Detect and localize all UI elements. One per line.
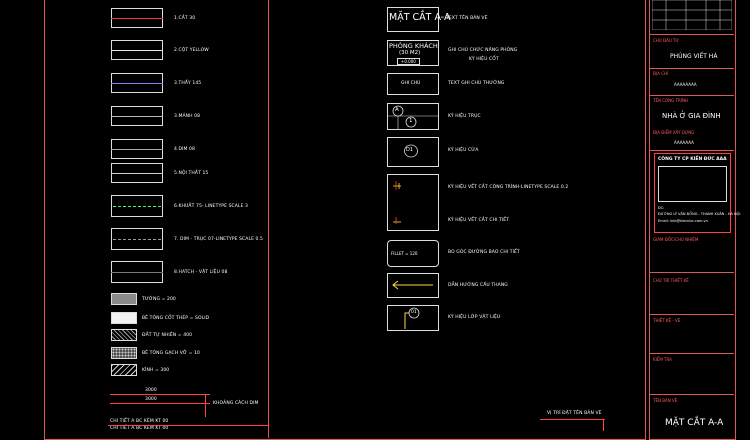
- note-text: GHI CHÚ: [401, 81, 421, 86]
- company-logo-box: [658, 166, 727, 202]
- owner-label: CHỦ ĐẦU TƯ: [653, 38, 679, 43]
- hatch-soil-swatch[interactable]: [111, 329, 137, 341]
- company-info-1: ĐC:: [658, 206, 665, 210]
- bottom-note: CHI TIẾT A BC KÉM KT 00: [110, 426, 169, 431]
- drafter-label: THIẾT KẾ - VẼ: [653, 318, 681, 323]
- linetype-label: 2.CỘT YELLOW: [174, 48, 209, 53]
- hatch-label: ĐẤT TỰ NHIÊN = 400: [142, 333, 193, 338]
- view-title-note: VỊ TRÍ ĐẶT TÊN BẢN VẼ: [547, 411, 602, 416]
- tb-divider: [650, 68, 734, 69]
- linetype-sample-hatch: [111, 272, 163, 273]
- linetype-sample-thin: [111, 116, 163, 117]
- tb-divider: [650, 150, 734, 151]
- linetype-label: 5.NỘI THẤT 15: [174, 171, 209, 176]
- linetype-sample-furniture: [111, 173, 163, 174]
- fillet-text: FILLET = 120: [391, 251, 418, 256]
- linetype-label: 4.DIM 08: [174, 147, 195, 152]
- director-label: GIÁM ĐỐC/CHỦ NHIỆM: [653, 237, 699, 242]
- linetype-sample-cut: [111, 18, 163, 19]
- linetype-label: 3.THẤY 145: [174, 81, 202, 86]
- dim-bracket: [205, 395, 210, 417]
- tb-divider: [650, 95, 734, 96]
- dim-line: [110, 394, 210, 395]
- linetype-label: 6.KHUẤT 75- LINETYPE SCALE 3: [174, 204, 249, 209]
- dim-line: [110, 403, 210, 404]
- checker-label: KIỂM TRA: [653, 357, 672, 362]
- tb-divider: [650, 353, 734, 354]
- tb-divider: [650, 34, 734, 35]
- hatch-label: BÊ TÔNG CỐT THÉP = SOLID: [142, 316, 210, 321]
- level-tag: +0.000: [397, 58, 420, 65]
- dim-value: 3000: [145, 388, 157, 393]
- dim-value: 3000: [145, 397, 157, 402]
- sheet-label: TÊN BẢN VẼ: [653, 398, 678, 403]
- hatch-label: TƯỜNG = 200: [142, 297, 176, 302]
- bottom-note: CHI TIẾT A BC KÉM KT 00: [110, 419, 169, 424]
- linetype-sample-hidden: [113, 206, 161, 207]
- tb-divider: [650, 272, 734, 273]
- symbol-label: TEXT GHI CHÚ THƯỜNG: [448, 81, 505, 86]
- project-name: NHÀ Ở GIA ĐÌNH: [662, 112, 721, 120]
- symbol-label: GHI CHÚ CHỨC NĂNG PHÒNG: [448, 48, 518, 53]
- section-mark-icon: [387, 174, 439, 231]
- linetype-label: 7. DIM - TRỤC 07-LINETYPE SCALE 0.5: [174, 237, 264, 242]
- material-layer-icon: [387, 305, 439, 331]
- linetype-label: 8.HATCH - VẬT LIỆU 08: [174, 270, 228, 275]
- designer-label: CHỦ TRÌ THIẾT KẾ: [653, 278, 689, 283]
- address-label: ĐỊA CHỈ: [653, 71, 669, 76]
- door-tag-text: D1: [406, 147, 414, 153]
- room-name-text: PHÒNG KHÁCH: [389, 42, 438, 50]
- symbol-label: KÝ HIỆU CỐT: [469, 57, 499, 62]
- location-label: ĐỊA ĐIỂM XÂY DỰNG: [653, 130, 695, 135]
- axis-letter: A: [395, 107, 399, 113]
- project-label: TÊN CÔNG TRÌNH: [653, 98, 688, 103]
- company-name: CÔNG TY CP KIẾN ĐỨC AAA: [658, 157, 727, 162]
- symbol-label: KÝ HIỆU LỚP VẬT LIỆU: [448, 315, 501, 320]
- linetype-sample-column: [111, 50, 163, 51]
- note-underline: [108, 425, 268, 426]
- hatch-broken-brick-swatch[interactable]: [111, 347, 137, 359]
- axis-number: 1: [409, 118, 413, 124]
- hatch-glass-swatch[interactable]: [111, 364, 137, 376]
- dim-label: KHOẢNG CÁCH DIM: [213, 401, 259, 406]
- inner-red-border: [268, 0, 269, 438]
- symbol-label: KÝ HIỆU TRỤC: [448, 114, 481, 119]
- hatch-label: KÍNH = 300: [142, 368, 170, 373]
- symbol-label: KÝ HIỆU CỬA: [448, 148, 479, 153]
- hatch-concrete-swatch[interactable]: [111, 312, 137, 324]
- hatch-wall-swatch[interactable]: [111, 293, 137, 305]
- symbol-label: KÝ HIỆU VẾT CẮT CHI TIẾT: [448, 218, 510, 223]
- hatch-label: BÊ TÔNG GẠCH VỠ = 10: [142, 351, 201, 356]
- linetype-sample-visible: [111, 83, 163, 84]
- location-value: AAAAAAA: [674, 140, 694, 145]
- linetype-sample-axis: [113, 239, 161, 240]
- linetype-label: 1.CẮT 30: [174, 16, 196, 21]
- revision-grid: [652, 0, 732, 30]
- linetype-sample-dim: [111, 149, 163, 150]
- view-title-text: MẶT CẮT A-A: [389, 12, 451, 23]
- view-title-note-line: [540, 419, 605, 420]
- material-tag-text: 01: [411, 310, 417, 315]
- company-info-3: Email: info@kienduc.com.vn: [658, 219, 708, 223]
- view-title-note-leader: [603, 419, 604, 431]
- linetype-label: 3.MẢNH 08: [174, 114, 201, 119]
- symbol-label: BO GÓC ĐƯỜNG BAO CHI TIẾT: [448, 250, 520, 255]
- symbol-label: TEXT TÊN BẢN VẼ: [446, 16, 488, 21]
- company-info-2: ĐƯỜNG LÝ VĂN ĐỒNG - THANH XUÂN - HÀ NỘI: [658, 212, 741, 216]
- stair-arrow-icon: [387, 273, 439, 298]
- symbol-label: DẪN HƯỚNG CẦU THANG: [448, 283, 508, 288]
- symbol-label: KÝ HIỆU VẾT CẮT CÔNG TRÌNH-LINETYPE SCALE 0.2: [448, 185, 569, 190]
- sheet-title: MẶT CẮT A-A: [665, 418, 724, 428]
- room-area-text: (30 M2): [399, 50, 421, 56]
- tb-divider: [650, 394, 734, 395]
- address-value: AAAAAAAA: [674, 82, 697, 87]
- tb-divider: [650, 314, 734, 315]
- owner-name: PHÙNG VIẾT HÀ: [670, 53, 718, 60]
